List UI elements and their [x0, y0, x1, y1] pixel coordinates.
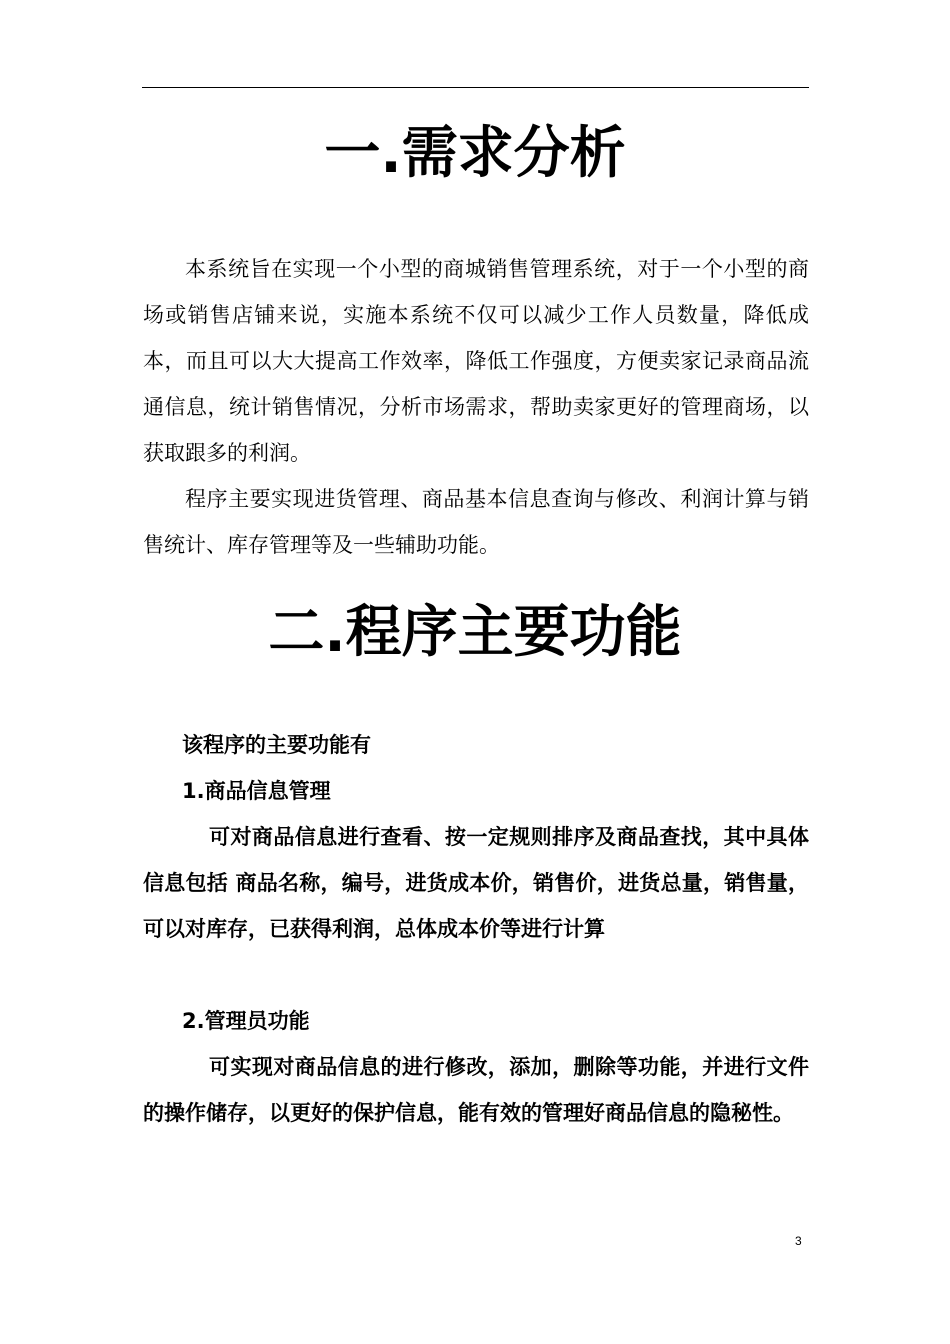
function-description-product-info: 可对商品信息进行查看、按一定规则排序及商品查找，其中具体信息包括 商品名称，编号，进货成本价，销售价，进货总量，销售量，可以对库存，已获得利润，总体成本价等进行计算	[143, 825, 809, 941]
function-title-admin: 2.管理员功能	[182, 1009, 310, 1033]
section-heading-requirements: 一.需求分析	[324, 121, 626, 186]
section-heading-main-functions: 二.程序主要功能	[268, 600, 682, 665]
requirements-paragraph-1: 本系统旨在实现一个小型的商城销售管理系统，对于一个小型的商场或销售店铺来说，实施本系统不仅可以减少工作人员数量，降低成本，而且可以大大提高工作效率，降低工作强度，方便卖家记录商品流通信息，统计销售情况，分析市场需求，帮助卖家更好的管理商场，以获取跟多的利润。	[143, 257, 809, 465]
header-rule	[142, 87, 809, 88]
function-title-product-info: 1.商品信息管理	[182, 779, 331, 803]
function-description-admin: 可实现对商品信息的进行修改，添加，删除等功能，并进行文件的操作储存，以更好的保护信息，能有效的管理好商品信息的隐秘性。	[143, 1055, 809, 1125]
page-number: 3	[795, 1234, 802, 1248]
functions-intro: 该程序的主要功能有	[182, 733, 371, 757]
requirements-paragraph-2: 程序主要实现进货管理、商品基本信息查询与修改、利润计算与销售统计、库存管理等及一些辅助功能。	[143, 487, 809, 557]
